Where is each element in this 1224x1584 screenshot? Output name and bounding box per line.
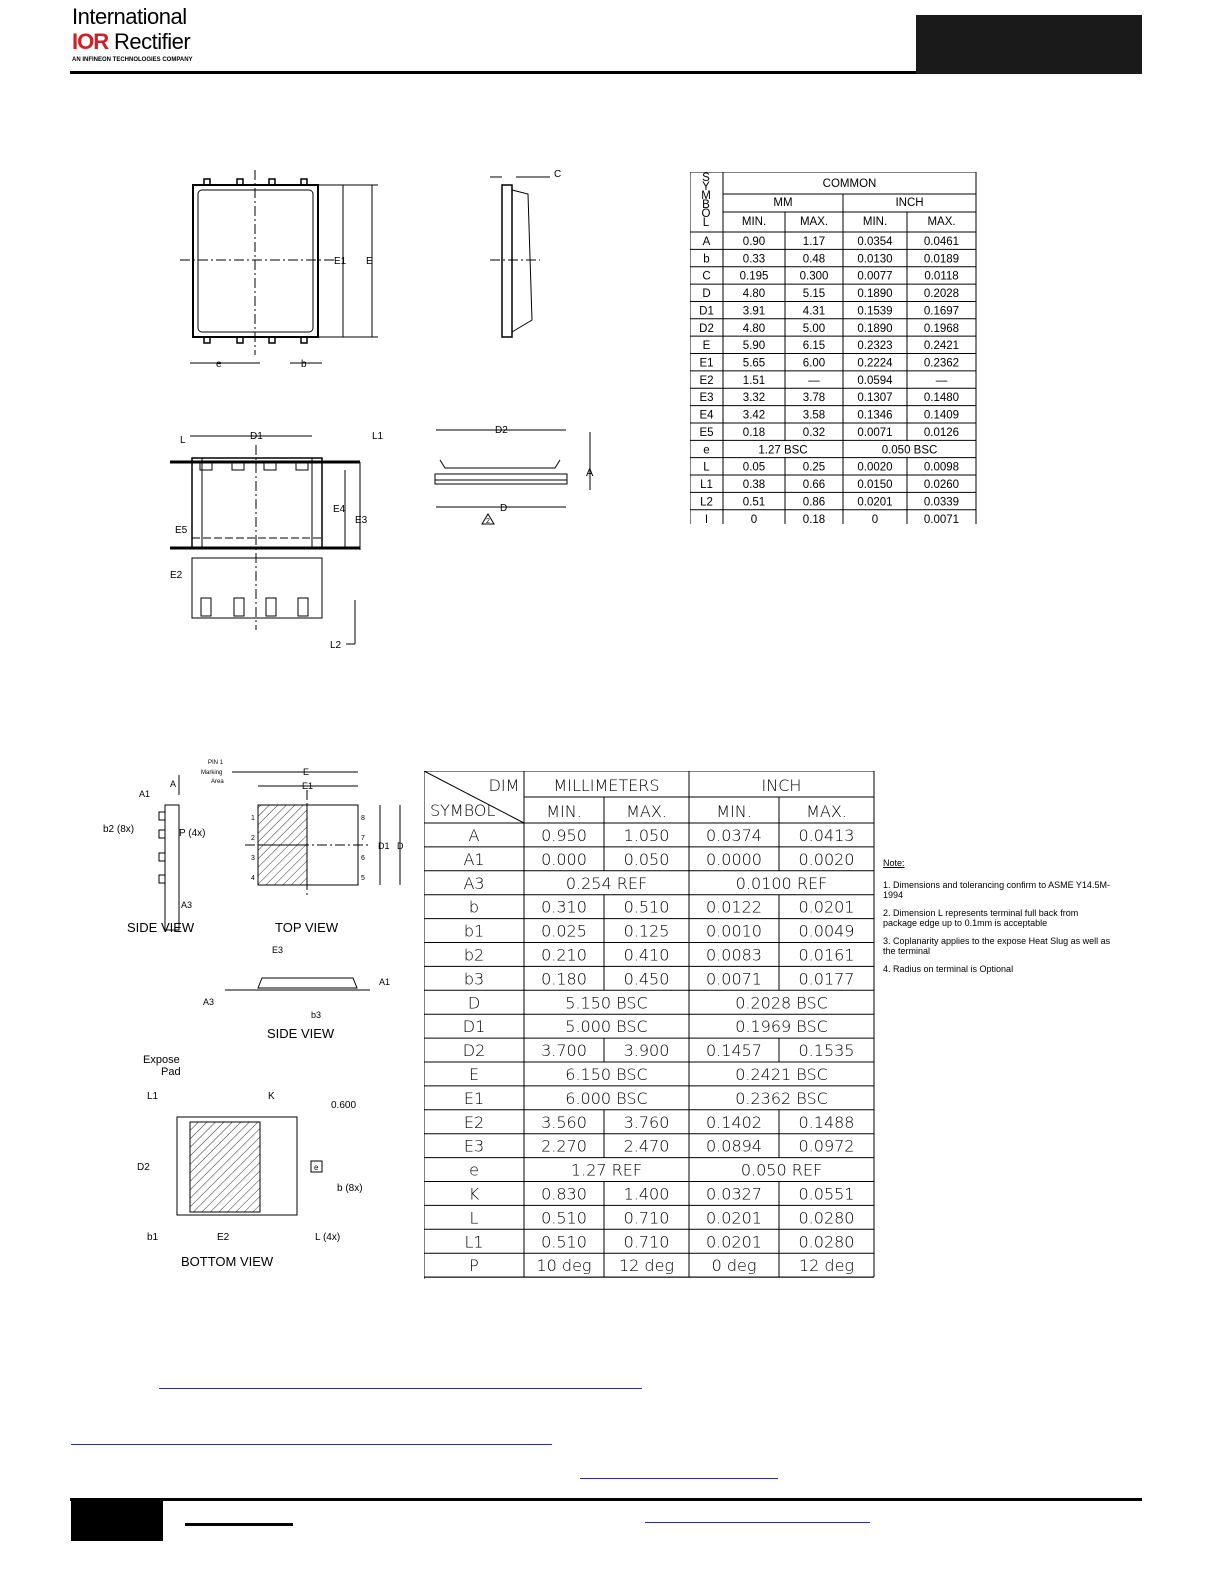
label-k: K <box>268 1091 275 1102</box>
row-symbol: L <box>703 461 710 474</box>
row-value: 0.0100 REF <box>735 873 828 893</box>
label-e4: E4 <box>333 504 346 515</box>
row-symbol: b <box>468 897 480 917</box>
row-value: 0.050 BSC <box>881 444 938 457</box>
row-value: 1.27 REF <box>570 1160 643 1180</box>
row-value: 0.950 <box>541 826 587 845</box>
row-symbol: C <box>702 270 711 283</box>
row-value: 3.900 <box>623 1041 670 1061</box>
row-value: 0.0010 <box>706 921 762 941</box>
label-pad: Pad <box>161 1066 181 1078</box>
row-value: 0.0461 <box>923 236 960 248</box>
label-a1-side: A1 <box>139 789 151 799</box>
header-min: MIN. <box>716 802 752 821</box>
pin-6: 6 <box>361 855 365 862</box>
header-inch: INCH <box>895 197 924 209</box>
label-0600: 0.600 <box>331 1100 357 1111</box>
row-value: 12 deg <box>618 1256 675 1276</box>
dimension-table-2 <box>424 771 876 1279</box>
label-l1-bottom: L1 <box>147 1091 159 1102</box>
row-symbol: L2 <box>700 496 713 509</box>
row-value: 0.450 <box>623 969 670 989</box>
row-symbol: E5 <box>699 426 714 439</box>
row-value: 0.2421 BSC <box>735 1065 828 1084</box>
row-value: 4.31 <box>802 305 826 318</box>
header-max: MAX. <box>927 216 956 228</box>
note-2: 2. Dimension L represents terminal full back from package edge up to 0.1mm is acceptable <box>883 908 1079 928</box>
header-min: MIN. <box>741 216 767 228</box>
header-min: MIN. <box>862 216 888 228</box>
row-value: 0.0551 <box>798 1184 855 1204</box>
row-value: 0.1307 <box>857 392 893 405</box>
row-value: 5.000 BSC <box>565 1017 648 1037</box>
row-symbol: A <box>702 236 711 248</box>
link-underline-1[interactable] <box>159 1388 642 1389</box>
row-value: 0.0894 <box>706 1136 762 1156</box>
row-symbol: E2 <box>463 1112 485 1132</box>
row-value: 0.0374 <box>706 826 762 845</box>
row-value: 3.58 <box>802 409 826 422</box>
row-value: 3.760 <box>623 1112 670 1132</box>
row-value: 0.0130 <box>857 253 893 266</box>
row-value: 0.25 <box>802 461 826 474</box>
row-symbol: P <box>469 1256 479 1276</box>
header-common: COMMON <box>822 178 877 190</box>
row-symbol: e <box>469 1160 479 1180</box>
label-e-box: e <box>314 1163 319 1172</box>
row-value: 0.050 REF <box>740 1160 823 1180</box>
row-value: 0.0339 <box>923 496 960 509</box>
label-e-top: E <box>303 767 310 777</box>
row-symbol: b2 <box>463 945 485 965</box>
row-value: 0.0118 <box>924 270 959 283</box>
row-value: 5.150 BSC <box>565 993 648 1013</box>
package-drawing-1 <box>150 160 620 660</box>
row-value: 0.2028 <box>923 288 960 301</box>
row-symbol: b <box>703 253 710 266</box>
row-symbol: L <box>469 1208 479 1228</box>
label-d1: D1 <box>250 431 263 442</box>
row-value: 0.0020 <box>857 461 893 474</box>
label-b8x: b (8x) <box>337 1183 363 1194</box>
row-value: 0.0201 <box>706 1232 762 1252</box>
row-value: 4.80 <box>742 322 766 335</box>
label-e1-top: E1 <box>302 781 314 791</box>
row-value: 0.300 <box>799 270 829 283</box>
row-value: 0.38 <box>742 479 766 492</box>
pin-1: 1 <box>251 815 255 822</box>
row-value: 0.2362 BSC <box>735 1088 828 1108</box>
pin-2: 2 <box>251 835 255 842</box>
row-symbol: L1 <box>464 1232 484 1252</box>
row-value: 0.1480 <box>923 392 960 405</box>
brand-rectifier: Rectifier <box>114 29 191 54</box>
side-view-title: SIDE VIEW <box>127 920 195 935</box>
row-value: 6.150 BSC <box>565 1065 648 1084</box>
row-value: 0.510 <box>541 1208 587 1228</box>
link-underline-3[interactable] <box>580 1478 778 1479</box>
note-4: 4. Radius on terminal is Optional <box>883 964 1014 974</box>
row-value: 0.510 <box>623 897 670 917</box>
row-value: 0.0280 <box>798 1208 855 1228</box>
row-value: 1.400 <box>623 1184 670 1204</box>
label-b1: b1 <box>147 1232 159 1243</box>
row-symbol: A <box>468 826 480 845</box>
label-l: L <box>180 435 186 446</box>
label-l1: L1 <box>372 431 384 442</box>
row-value: 3.42 <box>742 409 766 422</box>
row-value: 0.210 <box>541 945 587 965</box>
row-symbol: b3 <box>463 969 485 989</box>
row-value: 3.560 <box>541 1112 587 1132</box>
row-value: 0.1409 <box>923 409 960 422</box>
pin-4: 4 <box>251 875 255 882</box>
row-value: 1.17 <box>802 236 826 248</box>
row-value: 1.51 <box>742 374 766 387</box>
row-symbol: E <box>468 1065 480 1084</box>
row-value: 6.000 BSC <box>565 1088 648 1108</box>
top-view-title: TOP VIEW <box>275 920 339 935</box>
label-d-top: D <box>397 841 404 851</box>
row-symbol: D2 <box>462 1041 486 1061</box>
label-b3: b3 <box>311 1010 322 1020</box>
row-value: 2.470 <box>623 1136 670 1156</box>
header-dim: DIM <box>488 776 520 795</box>
row-value: 6.00 <box>802 357 826 370</box>
row-value: 0.0161 <box>798 945 855 965</box>
package-drawing-2 <box>95 750 425 1280</box>
row-value: 0.0126 <box>923 426 960 439</box>
row-value: 0.33 <box>742 253 766 266</box>
row-value: 0.0177 <box>798 969 855 989</box>
row-value: 0.2028 BSC <box>735 993 828 1013</box>
row-value: 0.0071 <box>857 426 893 439</box>
row-value: 0.1346 <box>857 409 893 422</box>
row-value: 0.000 <box>541 849 587 869</box>
label-marking: Marking <box>201 770 223 776</box>
row-symbol: D1 <box>699 305 714 318</box>
row-symbol: E1 <box>463 1088 485 1108</box>
symbol-header-letter: S <box>702 172 710 184</box>
row-symbol: A3 <box>463 873 485 893</box>
row-value: 6.15 <box>802 340 826 353</box>
row-symbol: K <box>468 1184 480 1204</box>
footer-dash <box>185 1523 293 1526</box>
notes <box>883 858 1113 982</box>
row-value: 0.32 <box>802 426 826 439</box>
row-symbol: E3 <box>699 392 714 405</box>
header-min: MIN. <box>546 802 582 821</box>
row-value: 5.65 <box>742 357 766 370</box>
label-a-side: A <box>170 779 177 789</box>
row-symbol: b1 <box>463 921 485 941</box>
notes-title: Note: <box>883 858 905 868</box>
row-value: 3.700 <box>541 1041 587 1061</box>
page-number-block <box>71 1498 163 1541</box>
header-max: MAX. <box>806 802 847 821</box>
row-value: 0.48 <box>802 253 826 266</box>
row-value: 0.1488 <box>798 1112 855 1132</box>
row-value: 0.1539 <box>857 305 893 318</box>
row-value: — <box>935 374 948 387</box>
label-pin1: PIN 1 <box>208 760 224 766</box>
label-d2-bottom: D2 <box>137 1162 150 1173</box>
label-e3: E3 <box>355 515 368 526</box>
symbol-header-letter: O <box>701 208 711 220</box>
row-value: 0.0327 <box>706 1184 762 1204</box>
symbol-header-letter: L <box>702 217 710 229</box>
row-value: 0.2224 <box>857 357 893 370</box>
symbol-header-letter: M <box>701 190 711 202</box>
label-l2: L2 <box>330 640 342 651</box>
row-value: 0.2362 <box>923 357 960 370</box>
header-millimeters: MILLIMETERS <box>553 776 660 795</box>
note-3: 3. Coplanarity applies to the expose Heat Slug as well as the terminal <box>883 936 1111 956</box>
row-value: 0.05 <box>742 461 766 474</box>
row-value: 0.66 <box>802 479 826 492</box>
row-value: 0.0098 <box>923 461 960 474</box>
footer-rule <box>70 1498 1142 1501</box>
row-value: — <box>808 374 820 387</box>
row-symbol: E3 <box>463 1136 485 1156</box>
header-max: MAX. <box>799 216 829 228</box>
row-value: 4.80 <box>742 288 766 301</box>
row-value: 0.0201 <box>798 897 855 917</box>
row-value: 0.0071 <box>923 513 960 524</box>
row-value: 0.1890 <box>857 288 893 301</box>
row-value: 0.0122 <box>706 897 762 917</box>
row-symbol: e <box>703 444 710 457</box>
link-underline-2[interactable] <box>71 1444 552 1445</box>
label-a3-side2: A3 <box>203 997 215 1007</box>
row-symbol: A1 <box>463 849 485 869</box>
header-inch: INCH <box>761 776 802 795</box>
row-value: 0.0189 <box>923 253 960 266</box>
row-value: 0.0077 <box>857 270 893 283</box>
row-value: 0.125 <box>623 921 670 941</box>
footer-link-underline[interactable] <box>645 1522 870 1523</box>
dimension-table-1 <box>690 172 978 524</box>
note-ref-2: 2 <box>486 518 490 525</box>
label-e3-side: E3 <box>272 945 284 955</box>
label-e5: E5 <box>175 525 188 536</box>
row-value: 0.1697 <box>923 305 960 318</box>
label-e2-bottom: E2 <box>217 1232 230 1243</box>
label-expose: Expose <box>143 1054 180 1066</box>
row-value: 0.0201 <box>857 496 893 509</box>
label-e: E <box>366 256 373 267</box>
label-d: D <box>500 503 508 514</box>
row-value: 2.270 <box>541 1136 587 1156</box>
row-value: 0.1457 <box>706 1041 762 1061</box>
pin-8: 8 <box>361 815 365 822</box>
label-d1-top: D1 <box>378 841 390 851</box>
row-value: 0.025 <box>541 921 587 941</box>
label-d2: D2 <box>495 425 508 436</box>
row-symbol: D <box>467 993 481 1013</box>
row-value: 3.78 <box>802 392 826 405</box>
row-value: 0.0260 <box>923 479 960 492</box>
row-value: 0.0150 <box>857 479 893 492</box>
header-symbol: SYMBOL <box>430 801 496 820</box>
row-symbol: D2 <box>699 322 714 335</box>
row-value: 3.32 <box>742 392 766 405</box>
row-value: 0.830 <box>541 1184 587 1204</box>
pin-3: 3 <box>251 855 255 862</box>
row-value: 1.27 BSC <box>758 444 808 457</box>
label-b2: b2 (8x) <box>103 824 135 835</box>
row-value: 0.510 <box>541 1232 587 1252</box>
row-value: 0.0083 <box>706 945 762 965</box>
row-symbol: D <box>702 288 711 301</box>
row-symbol: E <box>702 340 711 353</box>
row-value: 0.050 <box>623 849 670 869</box>
row-value: 0.86 <box>802 496 826 509</box>
row-symbol: I <box>704 513 709 524</box>
brand-name: International <box>72 4 187 29</box>
label-a: A <box>586 467 594 479</box>
row-symbol: D1 <box>462 1017 486 1037</box>
side-view-title-2: SIDE VIEW <box>267 1026 335 1041</box>
label-area: Area <box>211 779 224 785</box>
row-value: 0.18 <box>742 426 766 439</box>
header-max: MAX. <box>626 802 667 821</box>
pin-7: 7 <box>361 835 365 842</box>
row-value: 0.0049 <box>798 921 855 941</box>
symbol-header-letter: B <box>702 199 710 211</box>
pin-5: 5 <box>361 875 365 882</box>
row-symbol: E4 <box>699 409 714 422</box>
row-value: 0.0354 <box>857 236 893 248</box>
row-value: 0.90 <box>742 236 766 248</box>
row-value: 0.1968 <box>923 322 960 335</box>
row-value: 0.51 <box>742 496 766 509</box>
label-e2: E2 <box>170 570 183 581</box>
brand-subtitle: AN INFINEON TECHNOLOGIES COMPANY <box>72 57 193 63</box>
note-1: 1. Dimensions and tolerancing confirm to ASME Y14.5M-1994 <box>883 880 1110 900</box>
row-value: 0.1969 BSC <box>735 1017 828 1037</box>
row-value: 0.0071 <box>706 969 762 989</box>
label-e1: E1 <box>334 256 347 267</box>
label-p: P (4x) <box>179 828 206 839</box>
row-value: 0 <box>871 513 879 524</box>
label-b: b <box>301 359 307 370</box>
row-value: 0.0020 <box>798 849 855 869</box>
row-value: 5.90 <box>742 340 766 353</box>
row-value: 1.050 <box>623 826 670 845</box>
row-value: 0 deg <box>711 1256 757 1276</box>
row-value: 0.18 <box>802 513 826 524</box>
label-l4x: L (4x) <box>315 1232 341 1243</box>
row-value: 0.1535 <box>798 1041 855 1061</box>
row-value: 0.0972 <box>798 1136 855 1156</box>
symbol-header-letter: Y <box>702 181 710 193</box>
row-value: 0 <box>750 513 758 524</box>
row-value: 0.1402 <box>706 1112 762 1132</box>
row-value: 0.254 REF <box>565 873 648 893</box>
bottom-view-title: BOTTOM VIEW <box>181 1254 274 1269</box>
row-value: 12 deg <box>798 1256 855 1276</box>
label-pitch: e <box>216 359 222 370</box>
row-symbol: L1 <box>700 479 713 492</box>
row-value: 0.710 <box>623 1208 670 1228</box>
row-value: 0.1890 <box>857 322 893 335</box>
row-value: 5.00 <box>802 322 826 335</box>
row-value: 3.91 <box>742 305 766 318</box>
row-value: 0.2421 <box>923 340 960 353</box>
row-value: 5.15 <box>802 288 826 301</box>
row-value: 0.0000 <box>706 849 762 869</box>
header-mm: MM <box>773 197 793 209</box>
row-symbol: E2 <box>699 374 714 387</box>
header-block <box>916 15 1142 74</box>
row-value: 0.410 <box>623 945 670 965</box>
row-value: 0.0280 <box>798 1232 855 1252</box>
row-value: 0.2323 <box>857 340 893 353</box>
ior-logo: IOR <box>72 29 109 54</box>
row-value: 0.0413 <box>798 826 855 845</box>
row-value: 0.0594 <box>857 374 893 387</box>
row-value: 0.180 <box>541 969 587 989</box>
label-c: C <box>554 169 562 180</box>
row-value: 0.310 <box>541 897 587 917</box>
row-symbol: E1 <box>699 357 714 370</box>
row-value: 0.0201 <box>706 1208 762 1228</box>
row-value: 0.195 <box>739 270 769 283</box>
row-value: 0.710 <box>623 1232 670 1252</box>
label-a3-side: A3 <box>181 900 193 910</box>
label-a1-side2: A1 <box>379 977 391 987</box>
row-value: 10 deg <box>536 1256 592 1276</box>
